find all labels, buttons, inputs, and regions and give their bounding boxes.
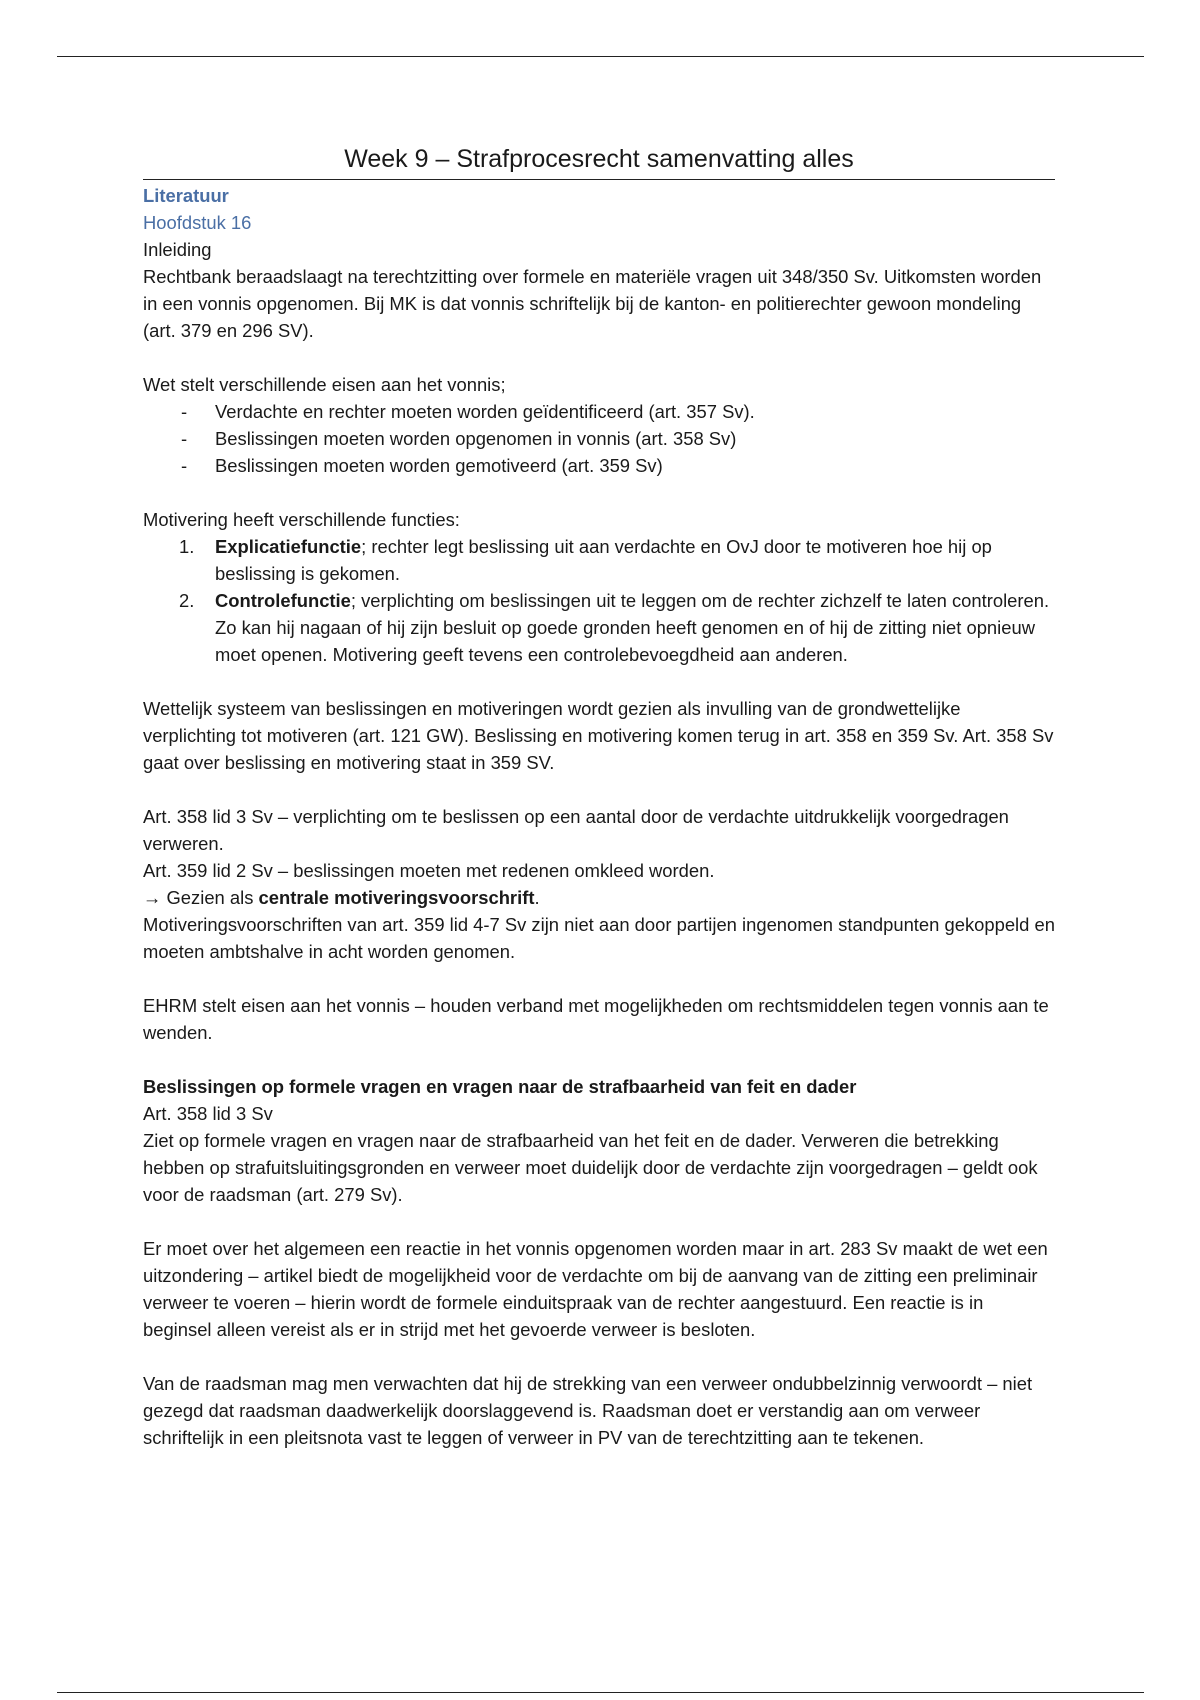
- paragraph: Motiveringsvoorschriften van art. 359 lid 4-7 Sv zijn niet aan door partijen ingenomen standpunten gekoppeld en moeten ambtshalve in acht worden genomen.: [143, 914, 1055, 962]
- term-explicatiefunctie: Explicatiefunctie: [215, 536, 362, 557]
- paragraph: EHRM stelt eisen aan het vonnis – houden verband met mogelijkheden om rechtsmiddelen tegen vonnis aan te wenden.: [143, 995, 1049, 1043]
- list-item: - Beslissingen moeten worden opgenomen in vonnis (art. 358 Sv): [143, 425, 1055, 452]
- paragraph: Rechtbank beraadslaagt na terechtzitting over formele en materiële vragen uit 348/350 Sv. Uitkomsten worden in een vonnis opgenomen. Bij MK is dat vonnis schriftelijk bij de kanton- en politierechter gewoon mondeling (art. 379 en 296 SV).: [143, 266, 1042, 341]
- paragraph: Van de raadsman mag men verwachten dat hij de strekking van een verweer ondubbelzinnig verwoordt – niet gezegd dat raadsman daadwerkelijk doorslaggevend is. Raadsman doet er verstandig aan om verweer schriftelijk in een pleitsnota vast te leggen of verweer in PV van de terechtzitting aan te tekenen.: [143, 1373, 1033, 1448]
- numbered-list: [143, 533, 1055, 668]
- arrow-text: → Gezien als: [143, 887, 259, 908]
- list-item: - Beslissingen moeten worden gemotiveerd (art. 359 Sv): [143, 452, 1055, 479]
- paragraph: Art. 359 lid 2 Sv – beslissingen moeten met redenen omkleed worden.: [143, 860, 715, 881]
- document-page: [143, 140, 1055, 1451]
- paragraph: Er moet over het algemeen een reactie in het vonnis opgenomen worden maar in art. 283 Sv maakt de wet een uitzondering – artikel biedt de mogelijkheid voor de verdachte om bij de aanvang van de zitting een preliminair verweer te voeren – hierin wordt de formele einduitspraak van de rechter aangestuurd. Een reactie is in beginsel alleen vereist als er in strijd met het gevoerde verweer is besloten.: [143, 1238, 1048, 1340]
- paragraph: Wet stelt verschillende eisen aan het vonnis;: [143, 374, 506, 395]
- header-rule: [57, 56, 1144, 57]
- dash-list: [143, 398, 1055, 479]
- term-controlefunctie: Controlefunctie: [215, 590, 351, 611]
- paragraph: Motivering heeft verschillende functies:: [143, 509, 460, 530]
- list-item: 1. Explicatiefunctie; rechter legt beslissing uit aan verdachte en OvJ door te motiveren hoe hij op beslissing is gekomen.: [179, 536, 992, 584]
- bold-term: centrale motiveringsvoorschrift: [258, 887, 535, 908]
- paragraph: → Gezien als centrale motiveringsvoorschrift.: [143, 887, 540, 908]
- heading-inleiding: Inleiding: [143, 239, 212, 260]
- page-title: Week 9 – Strafprocesrecht samenvatting alles: [143, 140, 1055, 180]
- list-item: 2. Controlefunctie; verplichting om beslissingen uit te leggen om de rechter zichzelf te laten controleren. Zo kan hij nagaan of hij zijn besluit op goede gronden heeft genomen en of hij de zitting niet opnieuw moet openen. Motivering geeft tevens een controlebevoegdheid aan anderen.: [179, 590, 1050, 665]
- list-item: - Verdachte en rechter moeten worden geïdentificeerd (art. 357 Sv).: [143, 398, 1055, 425]
- heading-literatuur: Literatuur: [143, 185, 229, 206]
- footer-rule: [57, 1692, 1144, 1693]
- section-heading: Beslissingen op formele vragen en vragen naar de strafbaarheid van feit en dader: [143, 1076, 857, 1097]
- paragraph: Wettelijk systeem van beslissingen en motiveringen wordt gezien als invulling van de grondwettelijke verplichting tot motiveren (art. 121 GW). Beslissing en motivering komen terug in art. 358 en 359 Sv. Art. 358 Sv gaat over beslissing en motivering staat in 359 SV.: [143, 698, 1054, 773]
- subheading: Art. 358 lid 3 Sv: [143, 1103, 273, 1124]
- paragraph: Ziet op formele vragen en vragen naar de strafbaarheid van het feit en de dader. Verweren die betrekking hebben op strafuitsluitingsgronden en verweer moet duidelijk door de verdachte zijn voorgedragen – geldt ook voor de raadsman (art. 279 Sv).: [143, 1130, 1038, 1205]
- paragraph: Art. 358 lid 3 Sv – verplichting om te beslissen op een aantal door de verdachte uitdrukkelijk voorgedragen verweren.: [143, 806, 1009, 854]
- heading-hoofdstuk: Hoofdstuk 16: [143, 212, 252, 233]
